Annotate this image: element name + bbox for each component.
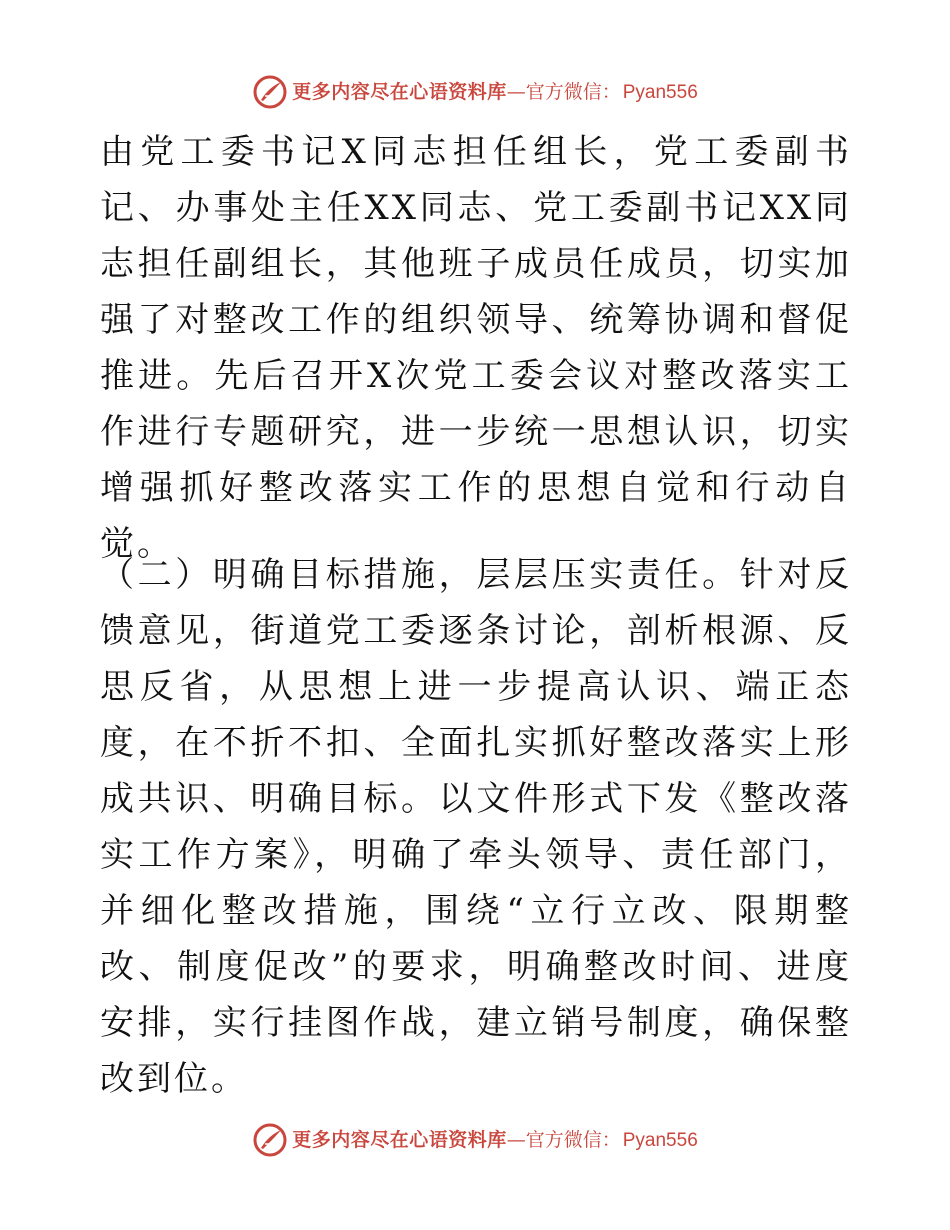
footer-watermark bbox=[0, 1120, 950, 1160]
watermark-separator: — bbox=[506, 1128, 526, 1151]
watermark-main-text: 更多内容尽在心语资料库 bbox=[292, 1128, 507, 1151]
body-paragraph-1: 由党工委书记X同志担任组长，党工委副书记、办事处主任XX同志、党工委副书记XX同志担任副组长，其他班子成员任成员，切实加强了对整改工作的组织领导、统筹协调和督促推进。先后召开X次党工委会议对整改落实工作进行专题研究，进一步统一思想认识，切实增强抓好整改落实工作的思想自觉和行动自觉。 bbox=[100, 132, 852, 564]
quill-circle-logo-icon bbox=[252, 74, 288, 110]
watermark-wechat-label: 官方微信： bbox=[525, 80, 621, 103]
quill-circle-logo-icon bbox=[252, 1122, 288, 1158]
header-watermark bbox=[0, 72, 950, 112]
watermark-main-text: 更多内容尽在心语资料库 bbox=[292, 80, 507, 103]
watermark-wechat-label: 官方微信： bbox=[525, 1128, 621, 1151]
body-paragraph-2: （二）明确目标措施，层层压实责任。针对反馈意见，街道党工委逐条讨论，剖析根源、反思反省，从思想上进一步提高认识、端正态度，在不折不扣、全面扎实抓好整改落实上形成共识、明确目标。以文件形式下发《整改落实工作方案》，明确了牵头领导、责任部门，并细化整改措施，围绕“立行立改、限期整改、制度促改”的要求，明确整改时间、进度安排，实行挂图作战，建立销号制度，确保整改到位。 bbox=[100, 555, 852, 1099]
watermark-separator: — bbox=[506, 80, 526, 103]
watermark-wechat-id: Pyan556 bbox=[622, 81, 698, 103]
watermark-wechat-id: Pyan556 bbox=[622, 1129, 698, 1151]
